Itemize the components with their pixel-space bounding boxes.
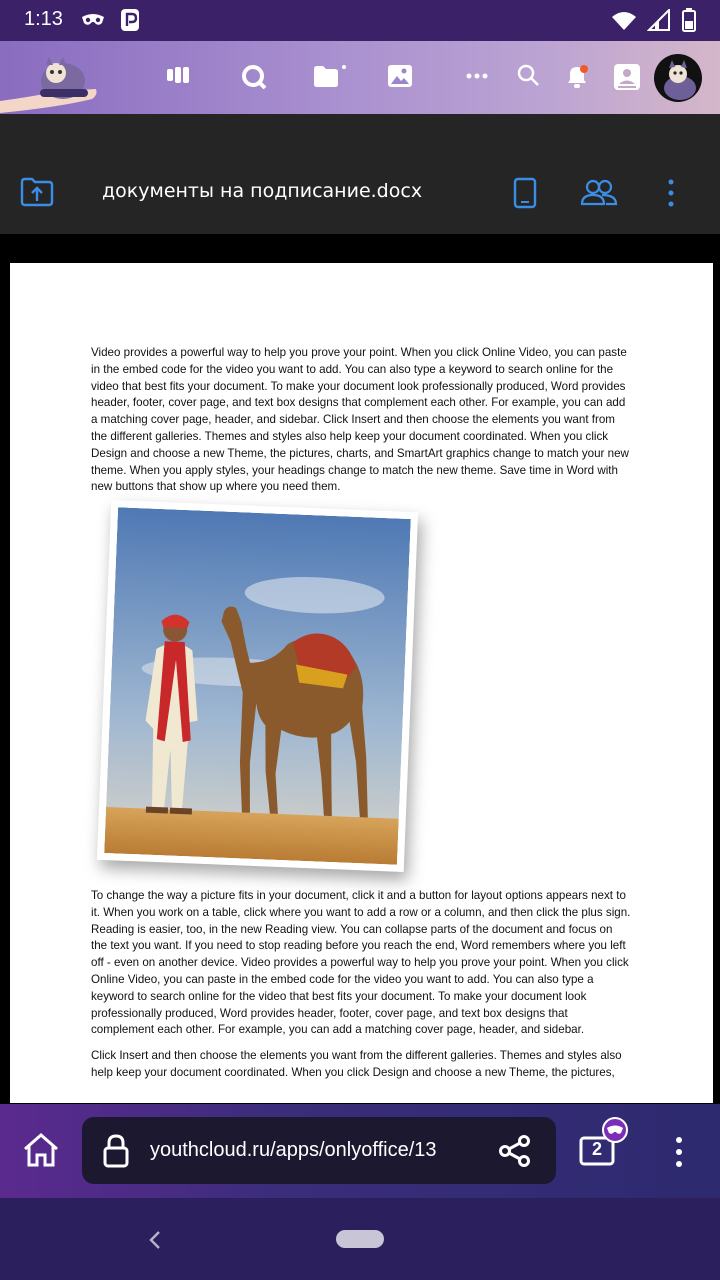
incognito-mask-icon [80,11,106,29]
document-paragraph: To change the way a picture fits in your document, click it and a button for layout options appears next to it. When you work on a table, click where you want to add a row or a column, and then click the plus sign. Reading is easier, too, in the new Reading view. You can collapse parts of the document and focus on the text you want. If you need to stop reading before you reach the end, Word remembers where you left off - even on another device. Video provides a powerful way to help you prove your point. When you click Online Video, you can paste in the embed code for the video you want to add. You can also type a keyword to search online for the video that best fits your document. To make your document look professionally produced, Word provides header, footer, cover page, and text box designs that complement each other. For example, you can add a matching cover page, header, and sidebar. [91,889,631,1037]
avatar[interactable] [654,54,702,102]
search-app-icon[interactable] [241,63,267,89]
battery-icon [682,8,696,32]
browser-menu-icon[interactable] [674,1136,684,1168]
tab-count: 2 [591,1139,602,1159]
document-paragraph: Video provides a powerful way to help you prove your point. When you click Online Video, you can paste in the embed code for the video you want to add. You can also type a keyword to search online for the video that best fits your document. To make your document look professionally produced, Word provides header, footer, cover page, and text box designs that complement each other. For example, you can add a matching cover page, header, and sidebar. Click Insert and then choose the elements you want from the different galleries. Themes and styles also help keep your document coordinated. When you click Design and choose a new Theme, the pictures, charts, and SmartArt graphics change to match your new theme. When you apply styles, your headings change to match the new theme. Save time in Word with new buttons that show up where you need them. [91,346,629,494]
document-title: документы на подписание.docx [102,180,423,202]
editor-header [0,114,720,234]
mobile-view-icon[interactable] [513,177,537,209]
contacts-icon[interactable] [613,63,641,91]
image-content [104,507,411,864]
app-notification-icon [120,8,140,32]
notification-bell-icon[interactable] [564,63,592,91]
search-icon[interactable] [516,63,540,87]
logo-icon[interactable] [0,55,100,113]
more-vertical-icon[interactable] [666,178,676,208]
man-with-camel-photo [104,507,411,864]
status-time: 1:13 [24,8,63,30]
status-bar [0,0,720,41]
document-image[interactable] [97,500,418,872]
share-icon[interactable] [498,1134,532,1168]
more-horizontal-icon[interactable] [466,72,488,80]
image-icon[interactable] [387,63,413,89]
app-toolbar [0,41,720,114]
folder-upload-icon[interactable] [20,177,54,207]
signal-icon [647,9,671,31]
users-icon[interactable] [580,178,618,208]
wifi-icon [610,9,638,31]
back-icon[interactable] [148,1230,162,1250]
folder-icon[interactable] [313,63,349,89]
avatar-image [654,54,702,102]
apps-icon[interactable] [166,63,190,87]
url-text[interactable]: youthcloud.ru/apps/onlyoffice/13 [150,1139,437,1161]
home-icon[interactable] [22,1132,60,1168]
document-paragraph: Click Insert and then choose the elements you want from the different galleries. Themes and styles also help keep your document coordinated. When you click Design and choose a new Theme, the pictures, [91,1049,622,1079]
lock-icon[interactable] [102,1133,130,1169]
home-pill[interactable] [336,1230,384,1248]
